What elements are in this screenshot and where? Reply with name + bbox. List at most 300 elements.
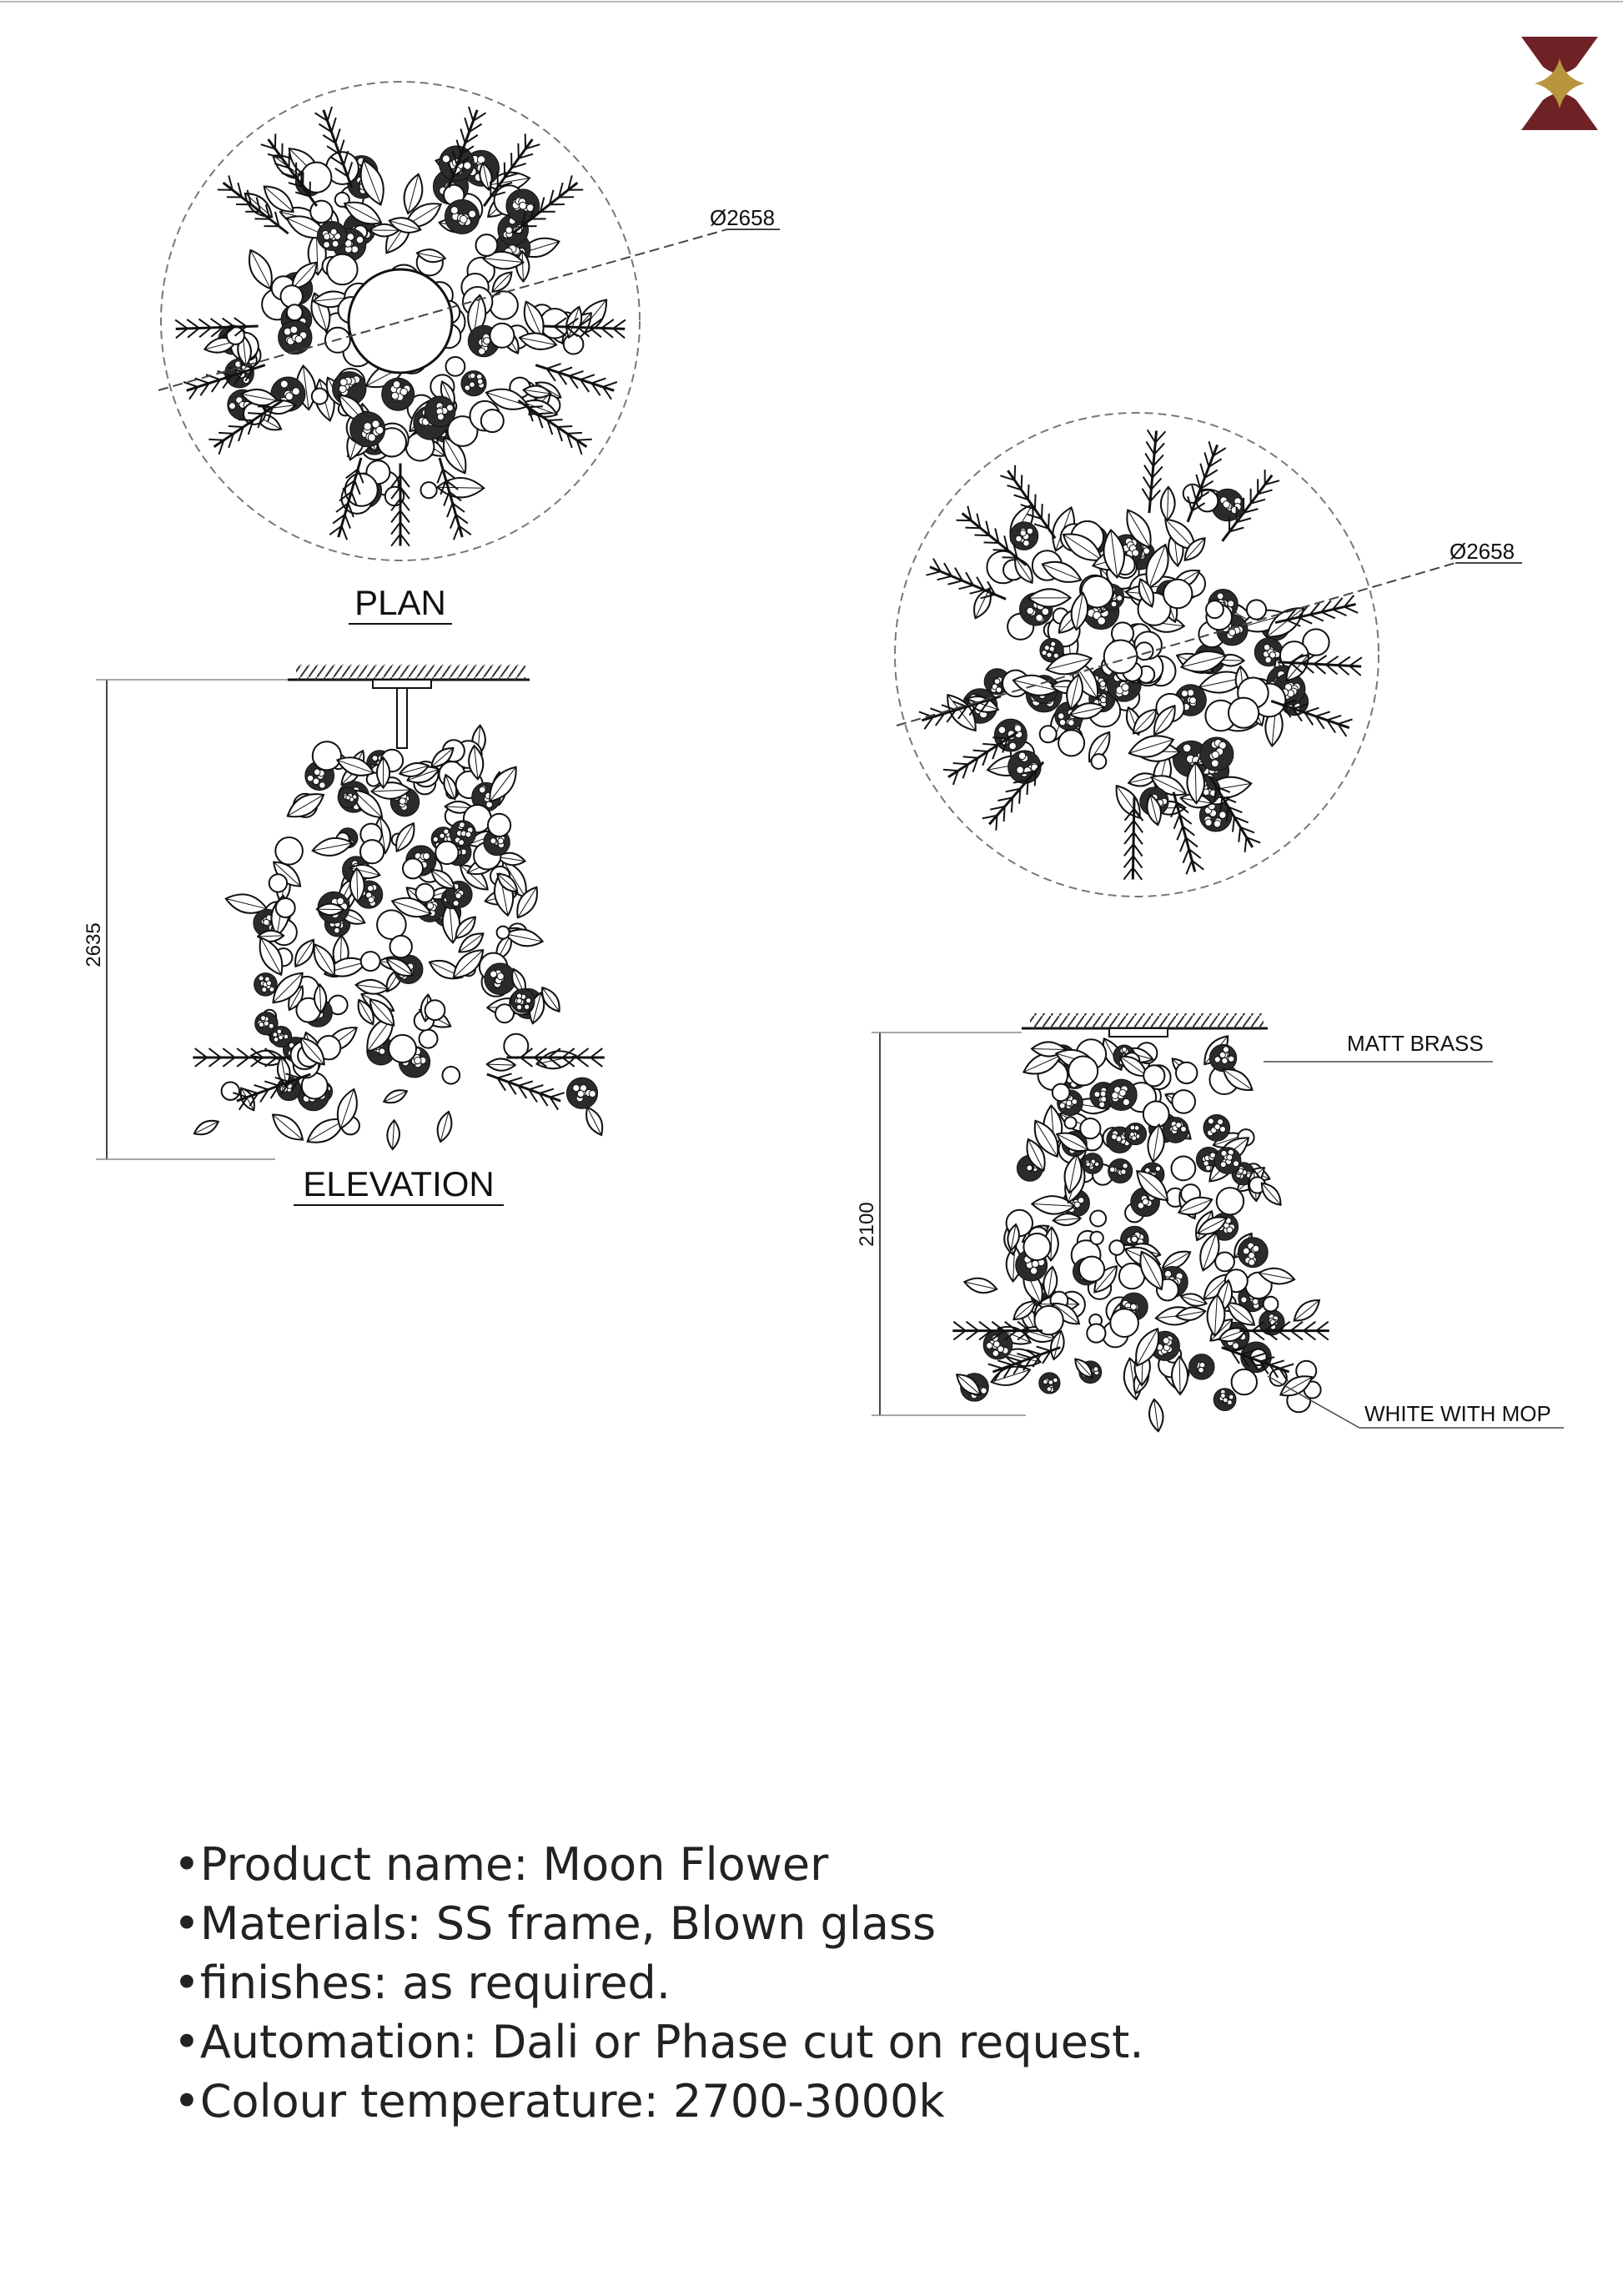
stem-barb <box>1042 504 1043 519</box>
grape-berry <box>262 987 267 992</box>
stem-barb <box>345 515 351 529</box>
stem-barb <box>391 522 400 534</box>
grape-berry <box>324 234 330 240</box>
grape-berry <box>1181 1126 1187 1132</box>
plan-view <box>158 82 780 624</box>
grape-berry <box>391 392 399 399</box>
stem-barb <box>1004 806 1005 821</box>
stem-barb <box>400 522 410 534</box>
grape-berry <box>1229 629 1235 636</box>
grape-berry <box>269 1023 274 1028</box>
stem-barb <box>195 1058 207 1067</box>
plan-view-2 <box>895 413 1522 897</box>
grape-berry <box>399 798 406 805</box>
grape-berry <box>1042 651 1047 656</box>
glass-ball <box>1229 698 1259 728</box>
grape-berry <box>1212 751 1219 759</box>
glass-ball <box>1172 1157 1196 1181</box>
stem-barb <box>982 744 997 745</box>
glass-ball <box>1090 1232 1103 1244</box>
grape-berry <box>1059 720 1065 726</box>
grape-berry <box>1163 1338 1169 1344</box>
grape-berry <box>1176 1123 1182 1128</box>
glass-ball <box>1163 580 1192 608</box>
grape-berry <box>1123 1163 1128 1168</box>
stem-barb <box>1278 1331 1289 1340</box>
grape-berry <box>1112 1134 1118 1140</box>
glass-ball <box>1206 600 1224 618</box>
stem-barb <box>469 107 473 121</box>
grape-berry <box>364 423 371 430</box>
stem-barb <box>1143 489 1151 501</box>
grape-berry <box>1036 615 1043 622</box>
grape-berry <box>1243 1248 1249 1254</box>
stem-barb <box>1027 780 1028 795</box>
glass-ball <box>497 927 510 939</box>
plan2-flower-drawing <box>919 430 1362 879</box>
grape-berry <box>437 414 444 420</box>
glass-ball <box>476 234 498 256</box>
grape-berry <box>319 782 326 789</box>
elevation2-chandelier-drawing <box>952 1031 1329 1432</box>
grape-berry <box>1053 1378 1058 1383</box>
stem-barb <box>335 128 339 143</box>
grape-berry <box>264 1021 269 1026</box>
glass-ball <box>1110 1309 1138 1337</box>
grape-berry <box>1222 1058 1228 1063</box>
glass-ball <box>1217 1188 1244 1214</box>
grape-berry <box>1100 1091 1106 1097</box>
grape-berry <box>1213 821 1220 827</box>
grape-berry <box>1198 1367 1204 1373</box>
grape-berry <box>1134 1126 1139 1131</box>
grape-berry <box>1132 1236 1138 1242</box>
grape-berry <box>292 388 299 395</box>
grape-berry <box>1032 1260 1038 1267</box>
glass-ball <box>327 254 358 285</box>
stem-barb <box>528 406 543 407</box>
stem-barb <box>540 1089 554 1093</box>
glass-ball <box>269 874 287 892</box>
stem-barb <box>937 576 952 580</box>
grape-berry <box>1239 1168 1244 1173</box>
elevation-ceiling-hatch <box>296 665 525 680</box>
grape-berry <box>1229 1056 1234 1062</box>
glass-ball <box>1090 1211 1106 1227</box>
stem-barb <box>1133 856 1143 868</box>
grape-berry <box>368 886 374 892</box>
stem-barb <box>966 528 981 529</box>
glass-ball <box>390 936 412 957</box>
grape-berry <box>998 726 1006 734</box>
grape-berry <box>1020 530 1026 535</box>
matt-brass-callout: MATT BRASS <box>1347 1031 1484 1056</box>
stem-barb <box>206 374 220 379</box>
stem-barb <box>1180 837 1186 852</box>
grape-berry <box>1100 681 1106 687</box>
grape-berry <box>490 838 496 844</box>
grape-berry <box>393 381 400 389</box>
grape-berry <box>346 796 350 800</box>
grape-berry <box>477 379 483 384</box>
stem-barb <box>1145 454 1153 466</box>
stem-barb <box>183 382 198 387</box>
grape-berry <box>455 893 461 899</box>
elevation2-ceiling-hatch <box>1030 1013 1264 1028</box>
glass-ball <box>361 952 380 971</box>
stem-barb <box>400 499 410 510</box>
grape-berry <box>423 853 430 860</box>
stem-barb <box>1144 465 1153 478</box>
grape-berry <box>1111 601 1117 607</box>
stem-barb <box>447 503 453 517</box>
grape-berry <box>469 210 476 218</box>
grape-berry <box>520 202 527 209</box>
grape-berry <box>453 901 459 907</box>
stem-barb <box>576 1048 588 1058</box>
grape-berry <box>1269 652 1275 658</box>
stem-barb <box>465 118 469 132</box>
grape-berry <box>313 778 319 785</box>
stem-barb <box>1245 837 1247 852</box>
grape-berry <box>1017 766 1024 774</box>
grape-berry <box>450 207 458 214</box>
grape-berry <box>267 981 272 986</box>
glass-ball <box>1247 600 1266 619</box>
stem-barb <box>1048 514 1049 529</box>
grape-berry <box>981 1388 987 1394</box>
stem-barb <box>198 319 211 328</box>
glass-ball <box>312 389 328 404</box>
grape-berry <box>1048 1380 1053 1385</box>
stem-barb <box>223 1058 234 1067</box>
grape-berry <box>1018 752 1026 760</box>
stem-barb <box>264 1081 279 1085</box>
grape-berry <box>1181 690 1188 696</box>
grape-berry <box>433 837 438 842</box>
glass-ball <box>403 858 423 878</box>
grape-berry <box>1241 1297 1247 1303</box>
stem-barb <box>254 1085 269 1089</box>
grape-berry <box>1027 528 1033 534</box>
stem-barb <box>988 1364 1002 1369</box>
stem-barb <box>1316 1331 1328 1340</box>
grape-berry <box>1221 1150 1227 1156</box>
grape-berry <box>340 379 348 386</box>
glass-ball <box>446 357 465 376</box>
glass-ball <box>1053 1084 1070 1102</box>
grape-berry <box>479 348 485 354</box>
white-mop-callout: WHITE WITH MOP <box>1364 1401 1551 1426</box>
grape-berry <box>330 229 337 235</box>
grape-berry <box>1132 1136 1137 1141</box>
grape-berry <box>484 338 490 344</box>
stem-barb <box>975 535 990 536</box>
plan-label: PLAN <box>354 583 446 622</box>
grape-berry <box>1214 1124 1220 1130</box>
glass-ball <box>564 334 584 354</box>
stem-barb <box>601 319 614 328</box>
grape-berry <box>996 687 1002 693</box>
grape-berry <box>1221 1394 1226 1399</box>
grape-berry <box>477 156 485 163</box>
grape-berry <box>480 786 486 793</box>
stem-barb <box>1035 495 1036 510</box>
grape-berry <box>1119 1089 1126 1096</box>
grape-berry <box>295 336 303 344</box>
grape-berry <box>400 389 408 396</box>
grape-berry <box>356 236 364 244</box>
glass-ball <box>1172 1090 1195 1113</box>
glass-ball <box>1023 1233 1050 1260</box>
glass-ball <box>287 304 303 320</box>
grape-berry <box>1219 1052 1225 1058</box>
grape-berry <box>285 393 293 400</box>
stem-barb <box>175 320 188 329</box>
grape-berry <box>460 822 465 828</box>
glass-ball <box>281 285 303 307</box>
glass-ball <box>1058 730 1084 756</box>
grape-berry <box>324 242 330 249</box>
stem-barb <box>1134 821 1143 833</box>
stem-barb <box>967 1322 978 1331</box>
stem-barb <box>1233 817 1234 832</box>
grape-berry <box>498 838 504 844</box>
grape-berry <box>1047 652 1052 657</box>
grape-berry <box>1265 657 1271 663</box>
stem-barb <box>237 1048 249 1058</box>
glass-ball <box>416 884 435 902</box>
stem-barb <box>211 319 224 327</box>
grape-berry <box>1043 1379 1048 1384</box>
stem-barb <box>580 374 595 379</box>
grape-berry <box>415 1058 421 1064</box>
glass-ball <box>481 409 504 432</box>
grape-berry <box>1023 540 1029 546</box>
stem-barb <box>1304 1322 1315 1331</box>
stem-barb <box>1209 441 1213 455</box>
glass-ball <box>420 482 436 498</box>
grape-berry <box>1091 1159 1095 1163</box>
stem-barb <box>590 1058 602 1067</box>
grape-berry <box>1249 1259 1255 1266</box>
stem-barb <box>967 1331 978 1340</box>
grape-berry <box>465 831 471 837</box>
spec-finishes: •finishes: as required. <box>173 1957 671 2009</box>
stem-barb <box>391 510 400 522</box>
stem-barb <box>1022 475 1023 490</box>
stem-barb <box>1279 1364 1294 1369</box>
grape-berry <box>1183 744 1191 752</box>
stem-barb <box>1183 849 1189 863</box>
grape-berry <box>368 434 375 441</box>
stem-barb <box>1304 1331 1315 1340</box>
elevation2-height-label: 2100 <box>856 1202 878 1247</box>
grape-berry <box>1234 1161 1239 1167</box>
elevation-label: ELEVATION <box>303 1164 495 1203</box>
spec-colour-temperature: •Colour temperature: 2700-3000k <box>173 2075 945 2128</box>
grape-berry <box>1066 1100 1072 1106</box>
grape-berry <box>1051 641 1056 646</box>
leaf-vein <box>317 909 344 910</box>
grape-berry <box>573 1085 580 1092</box>
stem-barb <box>984 542 999 543</box>
stem-barb <box>187 319 199 328</box>
stem-barb <box>953 1322 965 1331</box>
stem-barb <box>1037 1347 1051 1351</box>
grape-berry <box>1049 646 1054 651</box>
stem-barb <box>591 379 605 384</box>
grape-berry <box>1068 720 1074 726</box>
grape-berry <box>379 1048 384 1054</box>
spec-automation: •Automation: Dali or Phase cut on request. <box>173 2016 1144 2068</box>
grape-berry <box>261 1016 266 1021</box>
glass-ball <box>1068 1057 1098 1086</box>
glass-ball <box>1143 1065 1164 1086</box>
glass-ball <box>1270 1369 1287 1386</box>
grape-berry <box>459 840 465 846</box>
stem-barb <box>550 1093 565 1097</box>
grape-berry <box>1220 1162 1226 1168</box>
grape-berry <box>334 927 340 933</box>
grape-berry <box>1227 1227 1233 1233</box>
grape-berry <box>1072 1099 1078 1105</box>
grape-berry <box>470 373 475 379</box>
grape-berry <box>273 1032 278 1037</box>
grape-berry <box>577 1090 584 1097</box>
grape-berry <box>1059 1103 1065 1108</box>
grape-berry <box>1121 1169 1126 1174</box>
grape-berry <box>1223 501 1229 508</box>
glass-ball <box>490 324 514 348</box>
stem-barb <box>1314 656 1327 664</box>
stem-barb <box>1253 1331 1264 1340</box>
grape-berry <box>1205 1165 1211 1171</box>
stem-barb <box>1349 657 1362 666</box>
elevation-height-label: 2635 <box>83 922 105 967</box>
glass-ball <box>222 1083 239 1100</box>
stem-barb <box>437 470 443 484</box>
grape-berry <box>274 1037 279 1042</box>
stem-barb <box>1239 827 1240 842</box>
grape-berry <box>372 756 378 761</box>
stem-barb <box>248 413 263 414</box>
stem-barb <box>613 320 626 329</box>
stem-barb <box>195 1048 207 1058</box>
stem-barb <box>497 1073 511 1078</box>
grape-berry <box>1189 697 1196 704</box>
stem-barb <box>957 520 972 521</box>
grape-berry <box>339 385 346 393</box>
stem-barb <box>223 1048 234 1058</box>
elevation2-canopy <box>1109 1028 1168 1037</box>
stem-barb <box>1015 465 1016 480</box>
stem-barb <box>195 379 209 384</box>
plan-center-disc <box>349 269 452 373</box>
stem-barb <box>519 1081 533 1085</box>
grape-berry <box>1093 1367 1098 1372</box>
grape-berry <box>279 1035 284 1040</box>
grape-berry <box>505 227 512 234</box>
grape-berry <box>1058 713 1064 719</box>
stem-barb <box>953 1331 965 1340</box>
grape-berry <box>1130 1304 1136 1309</box>
grape-berry <box>1009 742 1017 750</box>
grape-berry <box>1132 550 1138 556</box>
grape-berry <box>1253 1299 1259 1304</box>
grape-berry <box>1030 1268 1037 1274</box>
stem-barb <box>603 382 617 387</box>
glass-ball <box>1040 726 1057 742</box>
grape-berry <box>997 1346 1004 1353</box>
stem-barb <box>1326 656 1339 665</box>
stem-barb <box>328 107 332 121</box>
stem-barb <box>1148 430 1156 442</box>
grape-berry <box>517 993 522 998</box>
stem-barb <box>332 118 336 132</box>
stem-barb <box>1143 477 1152 490</box>
elevation-canopy <box>373 680 431 688</box>
grape-berry <box>1228 600 1234 607</box>
glass-ball <box>360 840 384 863</box>
grape-berry <box>1143 1198 1149 1205</box>
grape-berry <box>1027 1165 1033 1171</box>
stem-barb <box>1333 610 1346 615</box>
grape-berry <box>1214 1057 1220 1063</box>
stem-barb <box>391 534 400 545</box>
grape-berry <box>259 1022 264 1027</box>
elevation-chandelier-drawing <box>192 725 607 1149</box>
grape-berry <box>987 1343 993 1349</box>
stem-barb <box>943 770 958 771</box>
stem-barb <box>1186 861 1192 875</box>
stem-barb <box>219 433 234 434</box>
stem-barb <box>1028 485 1029 500</box>
stem-barb <box>1291 1322 1303 1331</box>
glass-ball <box>435 842 458 864</box>
glass-ball <box>420 1030 438 1048</box>
glass-ball <box>443 1067 460 1084</box>
stem-barb <box>567 433 582 434</box>
grape-berry <box>229 403 236 409</box>
plan-diameter-label: Ø2658 <box>710 205 776 230</box>
grape-berry <box>376 426 384 434</box>
grape-berry <box>1098 617 1106 625</box>
stem-barb <box>963 756 978 757</box>
glass-ball <box>1092 754 1107 769</box>
stem-barb <box>209 1058 221 1067</box>
glass-ball <box>1264 1297 1279 1312</box>
grape-berry <box>1099 1102 1105 1108</box>
grape-berry <box>368 897 374 902</box>
grape-berry <box>465 385 470 391</box>
grape-berry <box>337 897 344 904</box>
grape-berry <box>1227 1154 1233 1160</box>
product-specs-list <box>173 1835 1508 2131</box>
stem-barb <box>953 763 968 764</box>
stem-barb <box>570 371 584 376</box>
glass-ball <box>1065 1117 1077 1128</box>
stem-barb <box>1344 607 1358 613</box>
grape-berry <box>1249 1253 1255 1259</box>
grape-berry <box>264 919 269 925</box>
stem-barb <box>1291 1331 1303 1340</box>
glass-ball <box>1109 1240 1124 1255</box>
plan2-diameter-label: Ø2658 <box>1450 539 1515 564</box>
grape-berry <box>1112 1092 1118 1098</box>
grape-berry <box>1219 811 1226 818</box>
glass-ball <box>1079 1257 1104 1282</box>
